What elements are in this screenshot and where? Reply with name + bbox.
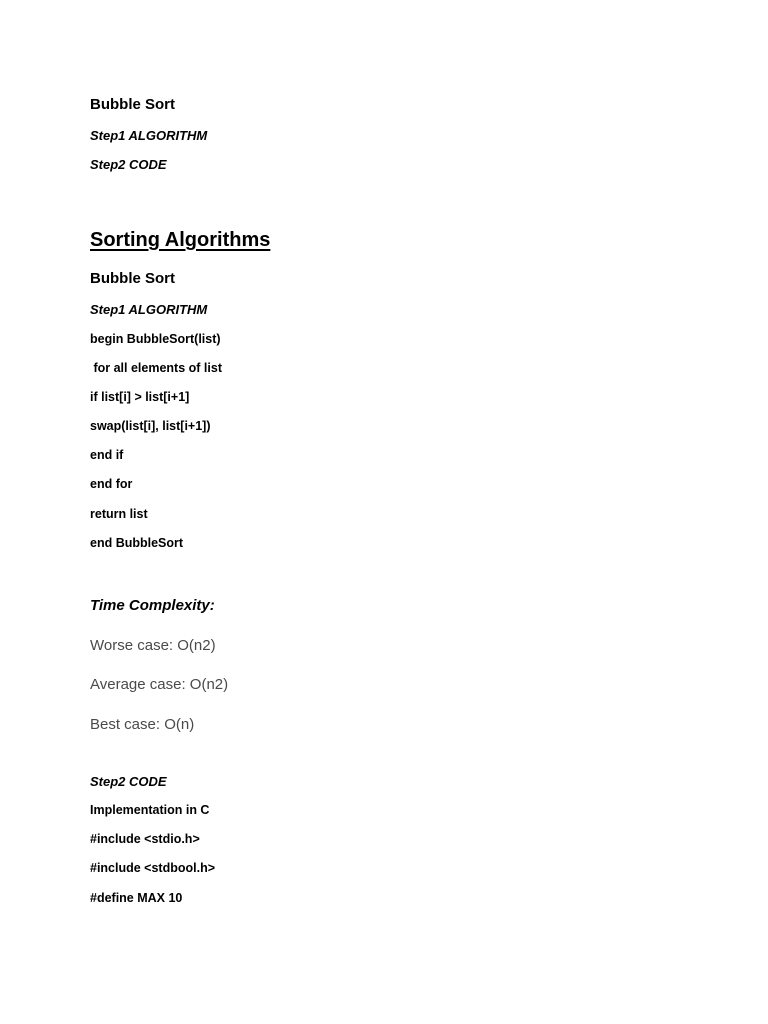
algorithm-line: end for bbox=[90, 477, 133, 491]
algorithm-line: if list[i] > list[i+1] bbox=[90, 390, 190, 404]
section-subtitle: Bubble Sort bbox=[90, 270, 175, 287]
step1-label: Step1 ALGORITHM bbox=[90, 302, 208, 317]
algorithm-line: swap(list[i], list[i+1]) bbox=[90, 419, 211, 433]
complexity-case: Best case: O(n) bbox=[90, 716, 195, 733]
complexity-case: Worse case: O(n2) bbox=[90, 637, 216, 654]
intro-step-1: Step1 ALGORITHM bbox=[90, 128, 208, 143]
algorithm-line: begin BubbleSort(list) bbox=[90, 332, 221, 346]
code-line: #include <stdbool.h> bbox=[90, 861, 216, 875]
algorithm-line: return list bbox=[90, 507, 148, 521]
code-line: #include <stdio.h> bbox=[90, 832, 200, 846]
intro-step-2: Step2 CODE bbox=[90, 157, 167, 172]
code-line: Implementation in C bbox=[90, 803, 210, 817]
algorithm-line: for all elements of list bbox=[90, 361, 222, 375]
page-title: Sorting Algorithms bbox=[90, 229, 271, 251]
code-line: #define MAX 10 bbox=[90, 891, 183, 905]
algorithm-line: end if bbox=[90, 448, 124, 462]
algorithm-line: end BubbleSort bbox=[90, 536, 184, 550]
intro-heading: Bubble Sort bbox=[90, 96, 175, 113]
time-complexity-heading: Time Complexity: bbox=[90, 597, 215, 614]
step2-label: Step2 CODE bbox=[90, 774, 167, 789]
complexity-case: Average case: O(n2) bbox=[90, 676, 229, 693]
